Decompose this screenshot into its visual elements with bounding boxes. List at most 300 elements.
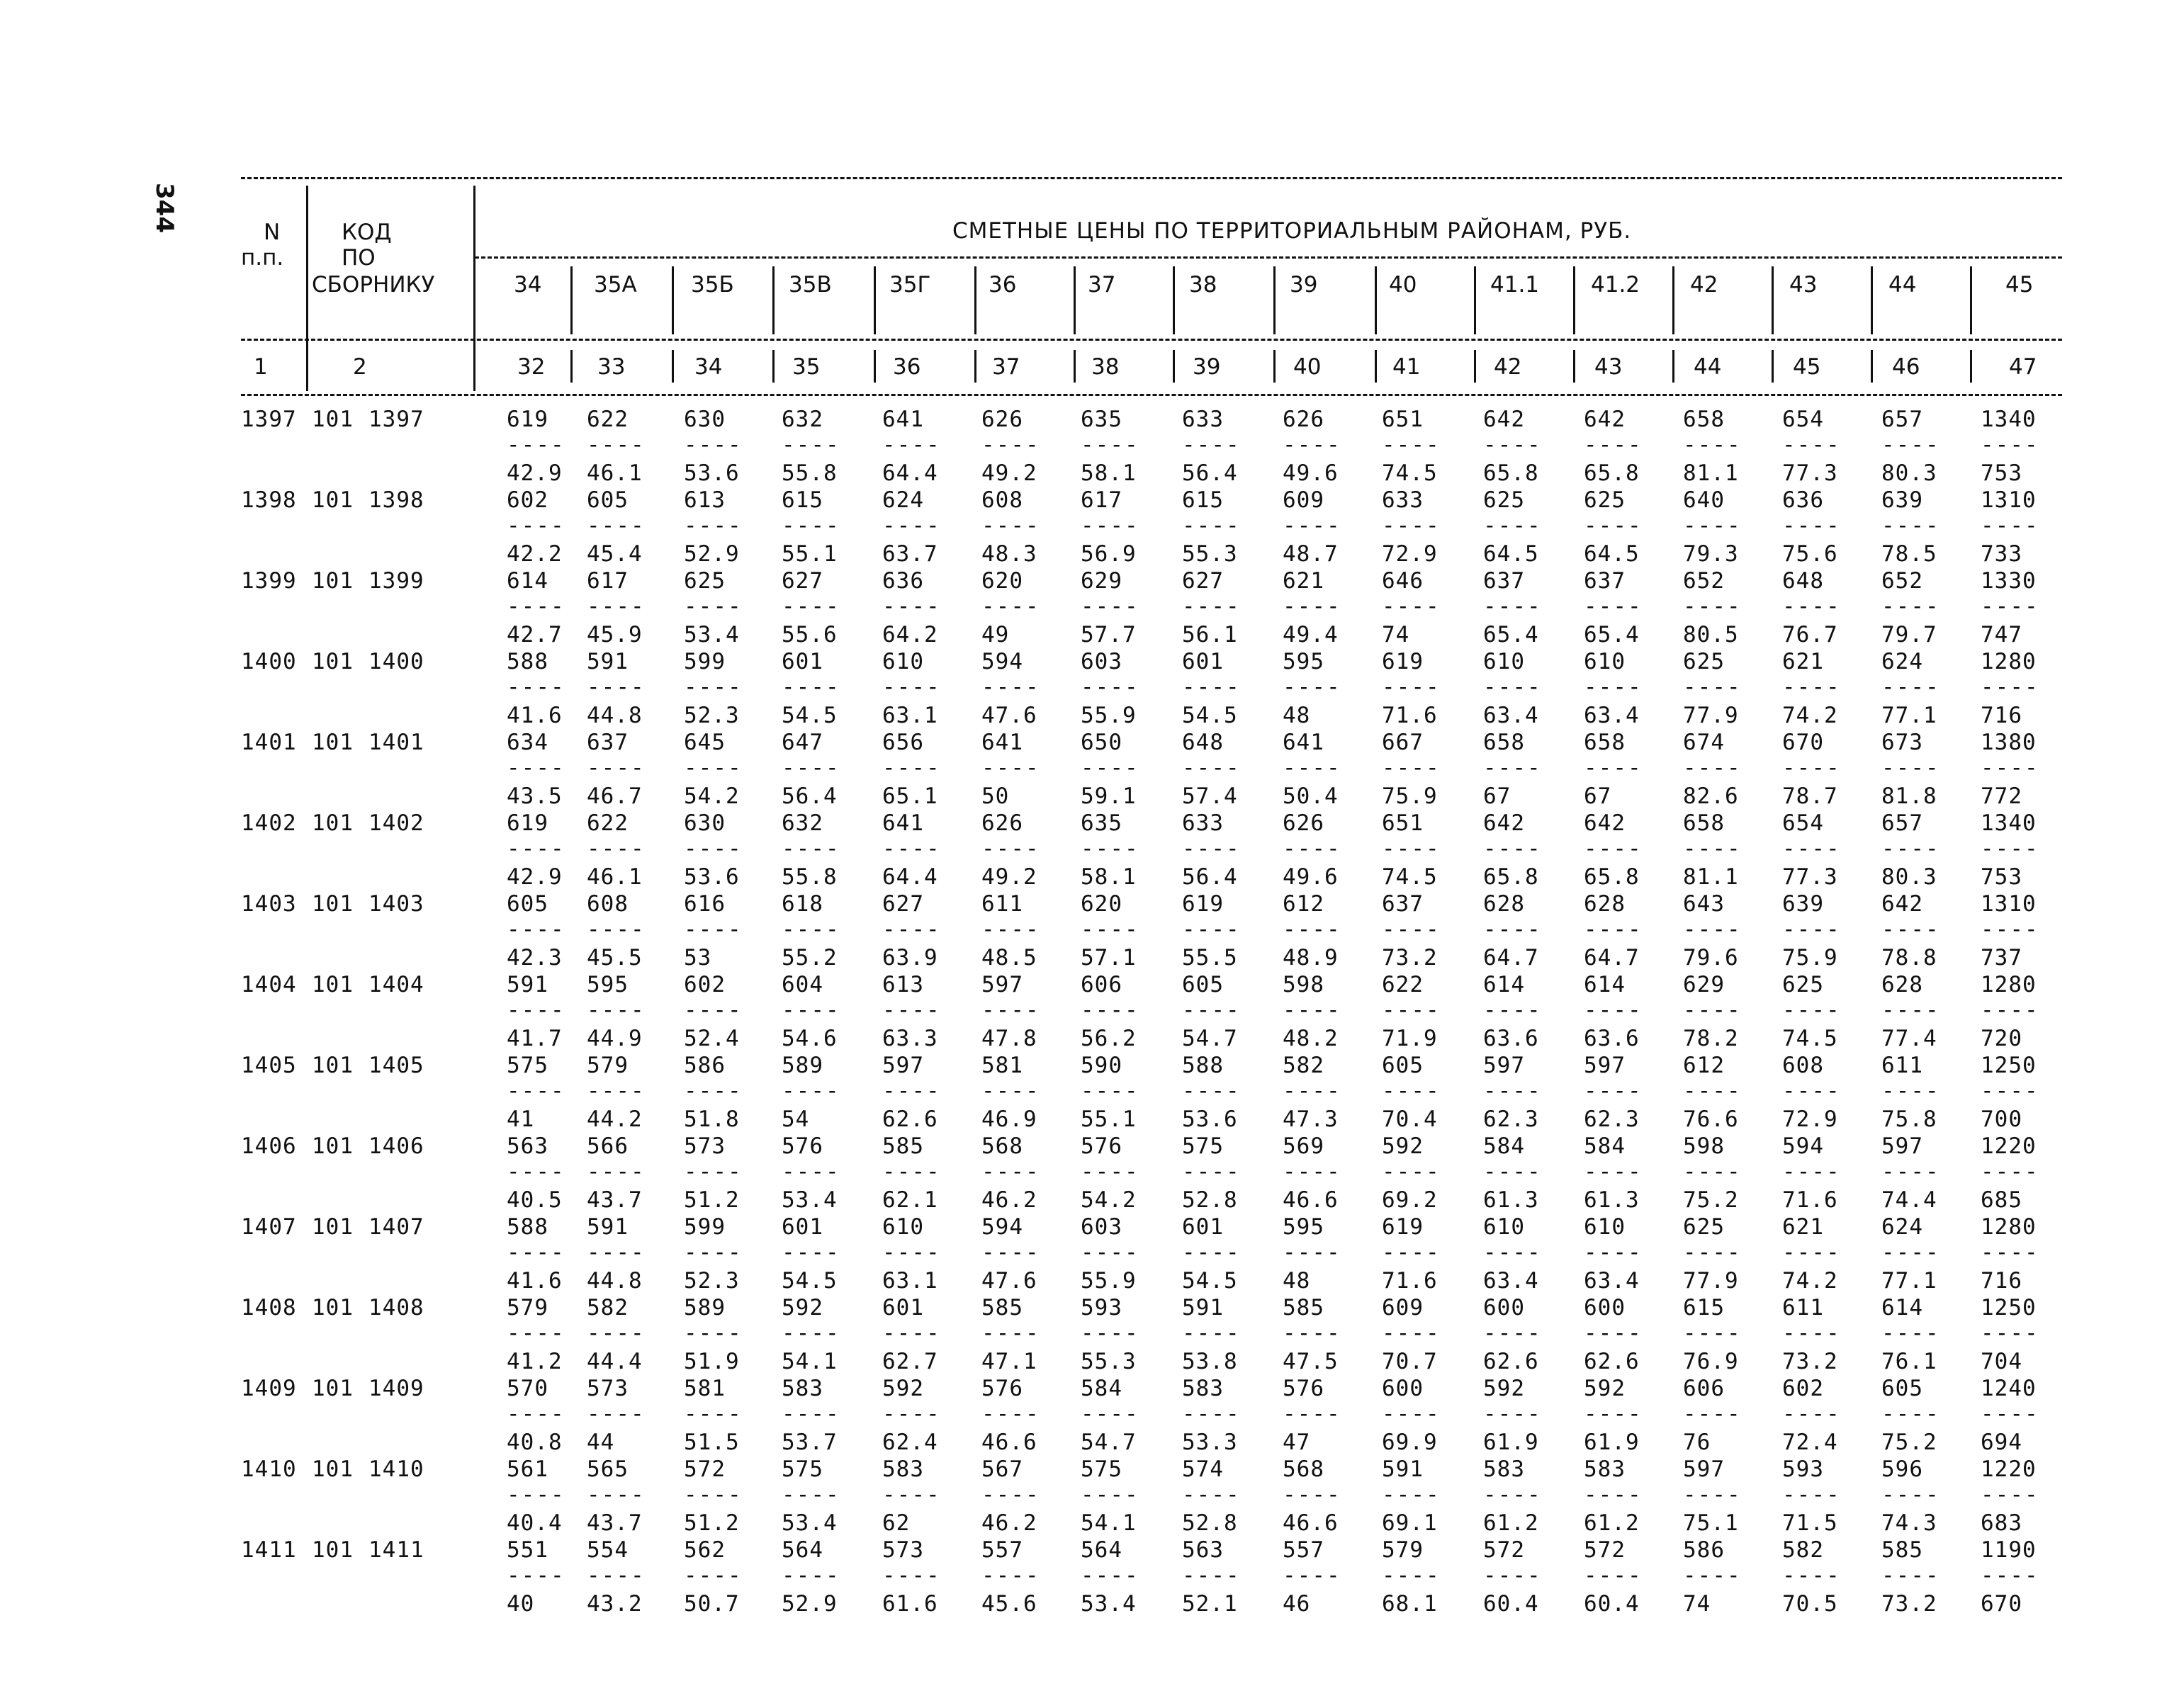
row-number: 1405 [241,1053,297,1078]
price-cell: 609 [1382,1295,1424,1320]
fraction-line: ---- [684,755,743,781]
denominator-cell: 62.6 [1584,1349,1640,1374]
price-cell: 584 [1584,1133,1626,1159]
denominator-cell: 46.6 [1283,1510,1339,1536]
price-cell: 590 [1081,1053,1122,1078]
price-cell: 629 [1683,972,1725,997]
fraction-line: ---- [1081,1563,1139,1588]
price-cell: 1310 [1981,891,2037,917]
district-divider [1173,266,1175,334]
price-cell: 625 [684,568,726,594]
row-code-prefix: 101 [312,1295,354,1320]
denominator-cell: 70.4 [1382,1107,1438,1132]
price-cell: 625 [1782,972,1824,997]
denominator-cell: 77.4 [1881,1026,1937,1051]
price-cell: 601 [1182,649,1224,674]
column-number-divider [1273,350,1276,383]
price-cell: 585 [981,1295,1023,1320]
fraction-line: ---- [1782,917,1841,942]
price-cell: 605 [1881,1376,1923,1401]
price-cell: 599 [684,1214,726,1240]
price-cell: 640 [1683,487,1725,513]
fraction-line: ---- [1683,836,1742,861]
denominator-cell: 42.9 [507,864,563,890]
denominator-cell: 61.6 [882,1591,938,1617]
price-cell: 622 [587,407,629,432]
fraction-line: ---- [782,1401,840,1427]
fraction-line: ---- [587,917,646,942]
fraction-line: ---- [587,594,646,619]
fraction-line: ---- [1283,1078,1341,1104]
fraction-line: ---- [1981,1320,2039,1346]
fraction-line: ---- [1081,1320,1139,1346]
denominator-cell: 55.3 [1081,1349,1137,1374]
row-code-prefix: 101 [312,730,354,755]
price-cell: 1220 [1981,1457,2037,1482]
fraction-line: ---- [1881,1401,1940,1427]
fraction-line: ---- [1182,674,1241,700]
price-cell: 642 [1584,810,1626,836]
fraction-line: ---- [1283,1401,1341,1427]
fraction-line: ---- [882,836,941,861]
denominator-cell: 55.8 [782,864,838,890]
denominator-cell: 80.3 [1881,460,1937,486]
denominator-cell: 71.6 [1782,1187,1838,1213]
denominator-cell: 77.1 [1881,1268,1937,1294]
fraction-line: ---- [1283,432,1341,458]
denominator-cell: 58.1 [1081,864,1137,890]
district-divider [672,266,674,334]
fraction-line: ---- [1683,1563,1742,1588]
denominator-cell: 46.6 [1283,1187,1339,1213]
price-cell: 562 [684,1537,726,1563]
column-number-divider [672,350,674,383]
fraction-line: ---- [507,1482,565,1508]
fraction-line: ---- [1483,997,1542,1023]
fraction-line: ---- [1881,836,1940,861]
price-cell: 576 [782,1133,823,1159]
row-code-prefix: 101 [312,407,354,432]
denominator-cell: 76.7 [1782,622,1838,647]
price-cell: 625 [1584,487,1626,513]
price-cell: 575 [1081,1457,1122,1482]
price-cell: 591 [1382,1457,1424,1482]
fraction-line: ---- [782,674,840,700]
denominator-cell: 82.6 [1683,784,1739,809]
price-cell: 595 [1283,649,1324,674]
column-number-divider [1772,350,1774,383]
fraction-line: ---- [684,432,743,458]
denominator-cell: 71.5 [1782,1510,1838,1536]
fraction-line: ---- [1881,513,1940,538]
price-cell: 618 [782,891,823,917]
column-number: 42 [1494,354,1522,380]
price-cell: 601 [782,649,823,674]
denominator-cell: 48.7 [1283,541,1339,567]
denominator-cell: 54.1 [1081,1510,1137,1536]
denominator-cell: 75.6 [1782,541,1838,567]
price-cell: 579 [1382,1537,1424,1563]
denominator-cell: 71.9 [1382,1026,1438,1051]
district-divider [1970,266,1972,334]
price-cell: 617 [1081,487,1122,513]
price-cell: 1280 [1981,1214,2037,1240]
denominator-cell: 73.2 [1881,1591,1937,1617]
denominator-cell: 44.4 [587,1349,643,1374]
denominator-cell: 62.4 [882,1430,938,1455]
denominator-cell: 52.8 [1182,1187,1238,1213]
fraction-line: ---- [1382,1078,1441,1104]
district-header: 35В [789,272,832,298]
price-cell: 563 [507,1133,548,1159]
denominator-cell: 41.6 [507,1268,563,1294]
price-cell: 611 [981,891,1023,917]
price-cell: 625 [1683,649,1725,674]
district-header: 43 [1789,272,1818,298]
fraction-line: ---- [1881,917,1940,942]
price-cell: 600 [1483,1295,1525,1320]
price-cell: 625 [1683,1214,1725,1240]
fraction-line: ---- [782,513,840,538]
fraction-line: ---- [1382,513,1441,538]
row-code-suffix: 1411 [368,1537,424,1563]
price-cell: 628 [1881,972,1923,997]
price-cell: 596 [1881,1457,1923,1482]
denominator-cell: 51.9 [684,1349,740,1374]
denominator-cell: 670 [1981,1591,2022,1617]
district-header: 41.1 [1490,272,1540,298]
price-cell: 570 [507,1376,548,1401]
denominator-cell: 40 [507,1591,535,1617]
row-number: 1397 [241,407,297,432]
price-cell: 589 [782,1053,823,1078]
column-number-divider [1474,350,1476,383]
column-number: 47 [2009,354,2037,380]
price-cell: 603 [1081,649,1122,674]
column-number: 45 [1793,354,1821,380]
denominator-cell: 75.1 [1683,1510,1739,1536]
price-cell: 569 [1283,1133,1324,1159]
district-divider [1474,266,1476,334]
denominator-cell: 53.8 [1182,1349,1238,1374]
row-code-suffix: 1397 [368,407,424,432]
code-label: КОД [342,220,392,245]
fraction-line: ---- [882,1563,941,1588]
denominator-cell: 41.6 [507,703,563,728]
denominator-cell: 67 [1483,784,1511,809]
denominator-cell: 51.8 [684,1107,740,1132]
denominator-cell: 50 [981,784,1010,809]
fraction-line: ---- [1881,1159,1940,1184]
price-cell: 612 [1683,1053,1725,1078]
denominator-cell: 69.2 [1382,1187,1438,1213]
denominator-cell: 63.1 [882,703,938,728]
denominator-cell: 71.6 [1382,703,1438,728]
fraction-line: ---- [1584,1240,1643,1265]
denominator-cell: 79.3 [1683,541,1739,567]
price-cell: 650 [1081,730,1122,755]
denominator-cell: 74 [1683,1591,1711,1617]
column-number-divider [874,350,876,383]
column-number: 44 [1694,354,1722,380]
denominator-cell: 43.7 [587,1187,643,1213]
denominator-cell: 65.8 [1483,460,1539,486]
fraction-line: ---- [1881,432,1940,458]
price-cell: 597 [1483,1053,1525,1078]
price-cell: 614 [1483,972,1525,997]
price-cell: 620 [981,568,1023,594]
fraction-line: ---- [1283,1240,1341,1265]
price-cell: 641 [981,730,1023,755]
row-code-prefix: 101 [312,1133,354,1159]
price-cell: 615 [1182,487,1224,513]
fraction-line: ---- [1081,594,1139,619]
price-cell: 1250 [1981,1295,2037,1320]
denominator-cell: 46.7 [587,784,643,809]
price-cell: 597 [1584,1053,1626,1078]
price-cell: 608 [981,487,1023,513]
price-cell: 635 [1081,407,1122,432]
row-code-prefix: 101 [312,568,354,594]
fraction-line: ---- [981,1482,1040,1508]
price-cell: 606 [1081,972,1122,997]
fraction-line: ---- [1683,755,1742,781]
row-number: 1411 [241,1537,297,1563]
fraction-line: ---- [1881,1320,1940,1346]
column-number: 41 [1392,354,1421,380]
district-header: 42 [1690,272,1718,298]
denominator-cell: 48.5 [981,945,1037,971]
fraction-line: ---- [684,1320,743,1346]
denominator-cell: 80.5 [1683,622,1739,647]
fraction-line: ---- [1881,755,1940,781]
denominator-cell: 48.9 [1283,945,1339,971]
denominator-cell: 47 [1283,1430,1311,1455]
fraction-line: ---- [1382,1482,1441,1508]
fraction-line: ---- [507,1401,565,1427]
column-number-divider [1074,350,1076,383]
denominator-cell: 48 [1283,1268,1311,1294]
price-cell: 602 [684,972,726,997]
price-cell: 586 [1683,1537,1725,1563]
price-cell: 642 [1483,407,1525,432]
denominator-cell: 42.2 [507,541,563,567]
fraction-line: ---- [1981,1401,2039,1427]
denominator-cell: 49 [981,622,1010,647]
denominator-cell: 43.5 [507,784,563,809]
denominator-cell: 81.1 [1683,864,1739,890]
price-cell: 592 [782,1295,823,1320]
fraction-line: ---- [981,594,1040,619]
row-code-prefix: 101 [312,810,354,836]
denominator-cell: 700 [1981,1107,2022,1132]
fraction-line: ---- [587,755,646,781]
column-number-divider [1173,350,1175,383]
price-cell: 589 [684,1295,726,1320]
denominator-cell: 63.1 [882,1268,938,1294]
fraction-line: ---- [684,1401,743,1427]
fraction-line: ---- [1382,1320,1441,1346]
title-rule [475,256,2062,259]
denominator-cell: 76.9 [1683,1349,1739,1374]
fraction-line: ---- [1782,674,1841,700]
row-code-suffix: 1402 [368,810,424,836]
denominator-cell: 42.7 [507,622,563,647]
fraction-line: ---- [1981,755,2039,781]
denominator-cell: 56.4 [1182,460,1238,486]
fraction-line: ---- [684,674,743,700]
price-cell: 605 [507,891,548,917]
fraction-line: ---- [1683,432,1742,458]
price-cell: 1190 [1981,1537,2037,1563]
fraction-line: ---- [1881,1240,1940,1265]
price-cell: 557 [981,1537,1023,1563]
fraction-line: ---- [1081,1159,1139,1184]
fraction-line: ---- [782,1159,840,1184]
denominator-cell: 59.1 [1081,784,1137,809]
fraction-line: ---- [507,836,565,861]
fraction-line: ---- [1182,513,1241,538]
fraction-line: ---- [507,594,565,619]
fraction-line: ---- [1584,1320,1643,1346]
price-cell: 585 [882,1133,924,1159]
fraction-line: ---- [882,1320,941,1346]
price-cell: 641 [882,407,924,432]
price-cell: 624 [1881,649,1923,674]
column-number: 37 [992,354,1020,380]
price-cell: 561 [507,1457,548,1482]
price-cell: 601 [782,1214,823,1240]
denominator-cell: 49.4 [1283,622,1339,647]
fraction-line: ---- [1683,1401,1742,1427]
price-cell: 658 [1483,730,1525,755]
denominator-cell: 75.2 [1881,1430,1937,1455]
price-cell: 651 [1382,407,1424,432]
denominator-cell: 50.7 [684,1591,740,1617]
denominator-cell: 49.2 [981,460,1037,486]
denominator-cell: 46.1 [587,864,643,890]
fraction-line: ---- [981,513,1040,538]
price-cell: 608 [587,891,629,917]
denominator-cell: 54.7 [1182,1026,1238,1051]
price-cell: 576 [981,1376,1023,1401]
price-cell: 646 [1382,568,1424,594]
code-label-3: СБОРНИКУ [312,272,435,298]
row-number: 1409 [241,1376,297,1401]
denominator-cell: 69.1 [1382,1510,1438,1536]
denominator-cell: 55.6 [782,622,838,647]
fraction-line: ---- [587,1240,646,1265]
row-code-suffix: 1410 [368,1457,424,1482]
price-cell: 583 [782,1376,823,1401]
price-cell: 654 [1782,810,1824,836]
fraction-line: ---- [587,432,646,458]
price-cell: 598 [1683,1133,1725,1159]
price-cell: 1250 [1981,1053,2037,1078]
denominator-cell: 54.1 [782,1349,838,1374]
fraction-line: ---- [882,594,941,619]
column-number: 39 [1193,354,1221,380]
denominator-cell: 52.1 [1182,1591,1238,1617]
row-code-suffix: 1401 [368,730,424,755]
row-code-suffix: 1403 [368,891,424,917]
price-cell: 610 [1584,649,1626,674]
denominator-cell: 48.2 [1283,1026,1339,1051]
denominator-cell: 70.7 [1382,1349,1438,1374]
fraction-line: ---- [1382,594,1441,619]
column-number-divider [1871,350,1873,383]
fraction-line: ---- [782,1563,840,1588]
price-cell: 594 [981,649,1023,674]
price-cell: 648 [1782,568,1824,594]
district-divider [1871,266,1873,334]
fraction-line: ---- [882,674,941,700]
price-cell: 579 [587,1053,629,1078]
fraction-line: ---- [1182,594,1241,619]
price-cell: 619 [1382,649,1424,674]
price-cell: 673 [1881,730,1923,755]
price-cell: 566 [587,1133,629,1159]
price-cell: 615 [1683,1295,1725,1320]
denominator-cell: 75.2 [1683,1187,1739,1213]
denominator-cell: 77.9 [1683,703,1739,728]
denominator-cell: 753 [1981,460,2022,486]
price-cell: 585 [1283,1295,1324,1320]
fraction-line: ---- [1483,1078,1542,1104]
fraction-line: ---- [507,755,565,781]
denominator-cell: 64.5 [1483,541,1539,567]
column-number: 36 [893,354,921,380]
fraction-line: ---- [507,432,565,458]
denominator-cell: 75.9 [1382,784,1438,809]
denominator-cell: 73.2 [1382,945,1438,971]
row-code-suffix: 1400 [368,649,424,674]
fraction-line: ---- [1881,1078,1940,1104]
fraction-line: ---- [1981,1159,2039,1184]
denominator-cell: 53.3 [1182,1430,1238,1455]
price-cell: 628 [1584,891,1626,917]
fraction-line: ---- [1182,917,1241,942]
price-cell: 576 [1283,1376,1324,1401]
row-code-suffix: 1405 [368,1053,424,1078]
price-cell: 613 [684,487,726,513]
fraction-line: ---- [981,917,1040,942]
fraction-line: ---- [1584,674,1643,700]
price-cell: 614 [1584,972,1626,997]
fraction-line: ---- [882,997,941,1023]
price-cell: 557 [1283,1537,1324,1563]
row-code-prefix: 101 [312,1457,354,1482]
fraction-line: ---- [1584,513,1643,538]
fraction-line: ---- [1782,1159,1841,1184]
fraction-line: ---- [882,755,941,781]
denominator-cell: 704 [1981,1349,2022,1374]
denominator-cell: 41 [507,1107,535,1132]
price-cell: 574 [1182,1457,1224,1482]
fraction-line: ---- [1782,1401,1841,1427]
price-cell: 630 [684,810,726,836]
price-cell: 603 [1081,1214,1122,1240]
denominator-cell: 41.7 [507,1026,563,1051]
fraction-line: ---- [1584,997,1643,1023]
column-number: 38 [1091,354,1120,380]
fraction-line: ---- [684,1159,743,1184]
denominator-cell: 42.3 [507,945,563,971]
fraction-line: ---- [1782,513,1841,538]
denominator-cell: 55.8 [782,460,838,486]
denominator-cell: 78.8 [1881,945,1937,971]
fraction-line: ---- [1182,1563,1241,1588]
